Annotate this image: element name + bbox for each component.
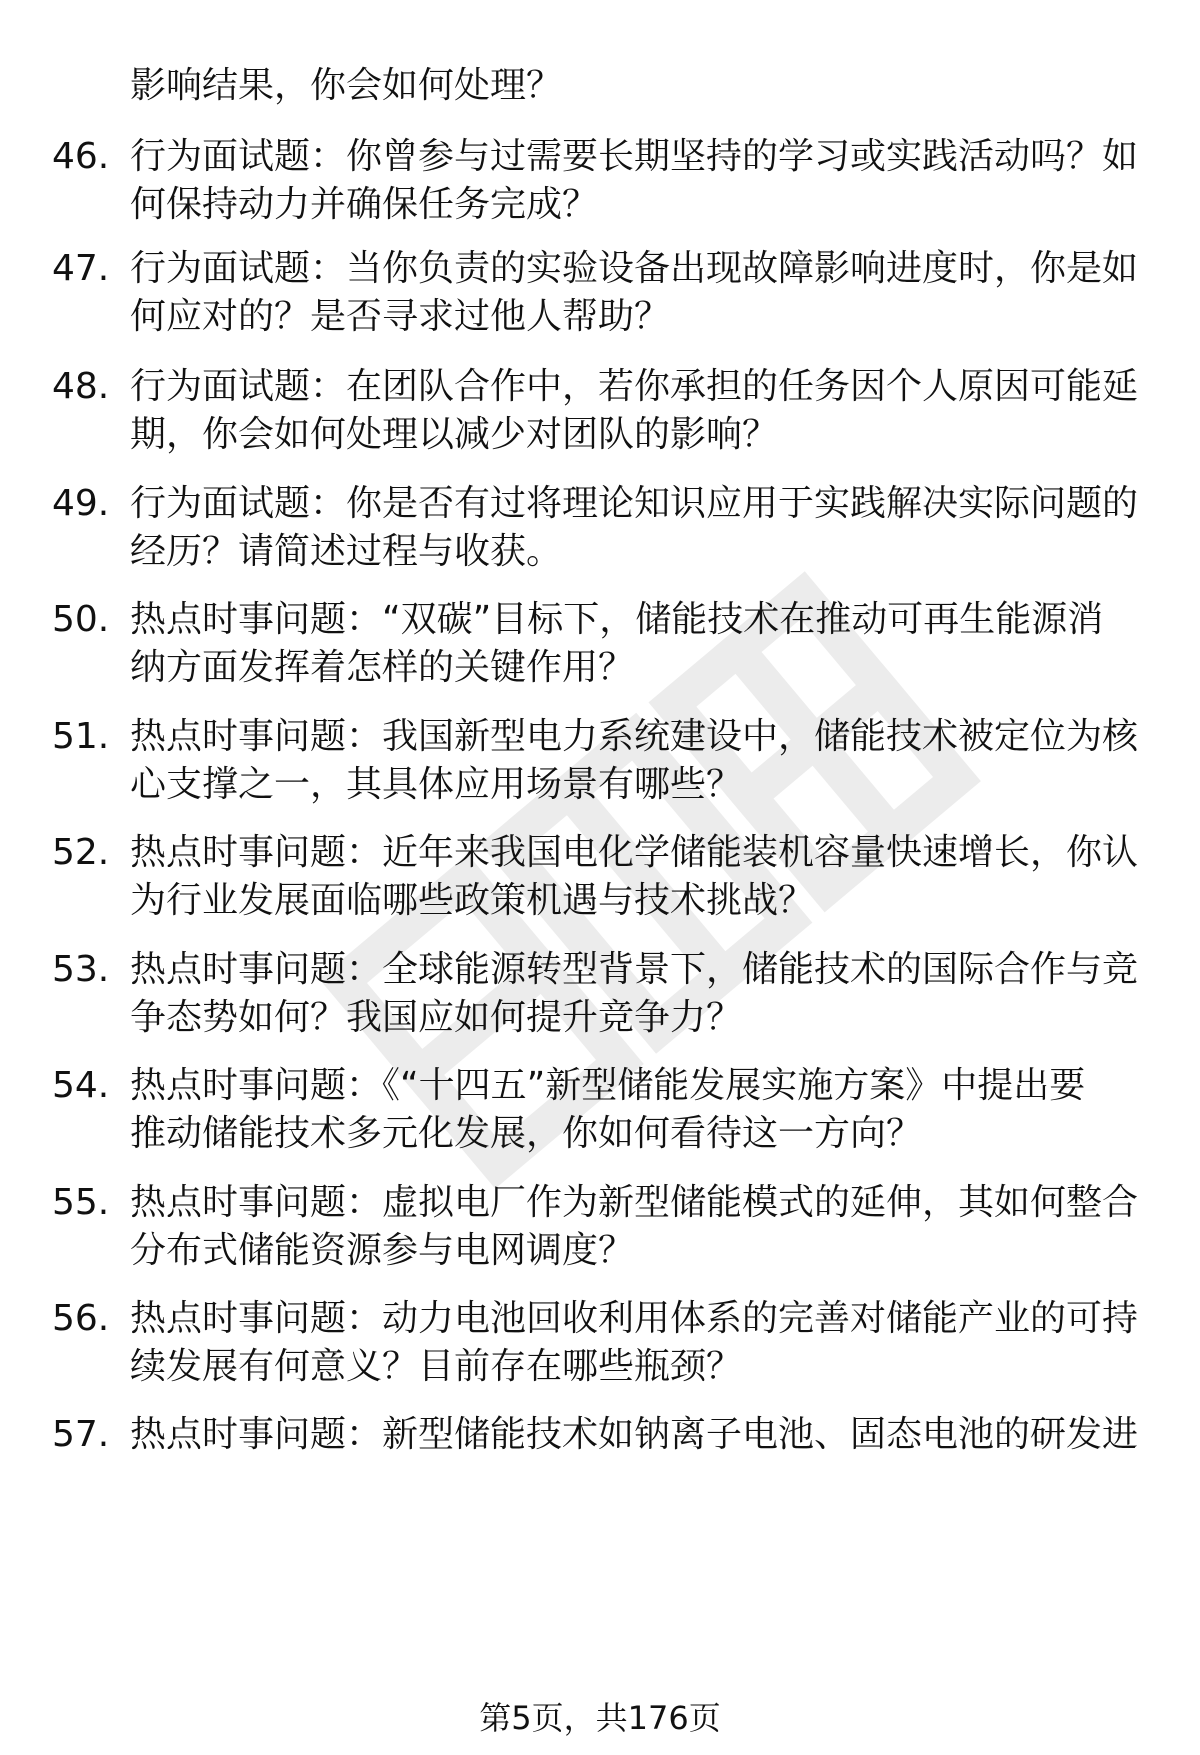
item-number: 48.: [52, 366, 110, 407]
item-text-line-2: 推动储能技术多元化发展，你如何看待这一方向？: [130, 1113, 923, 1154]
item-text-line-1: 行为面试题：你是否有过将理论知识应用于实践解决实际问题的: [130, 483, 1139, 524]
item-text-line-1: 热点时事问题：我国新型电力系统建设中，储能技术被定位为核: [130, 716, 1139, 757]
list-item: [0, 1062, 1200, 1162]
item-text-line-1: 行为面试题：当你负责的实验设备出现故障影响进度时，你是如: [130, 248, 1139, 289]
continuation-line: 影响结果，你会如何处理？: [130, 65, 563, 106]
item-text-line-1: 热点时事问题：动力电池回收利用体系的完善对储能产业的可持: [130, 1298, 1139, 1339]
page-footer: 第5页，共176页: [479, 1699, 721, 1737]
item-number: 46.: [52, 136, 110, 177]
item-text-line-1: 行为面试题：在团队合作中，若你承担的任务因个人原因可能延: [130, 366, 1139, 407]
list-item: [0, 829, 1200, 929]
list-item: [0, 596, 1200, 696]
item-text-line-2: 为行业发展面临哪些政策机遇与技术挑战？: [130, 880, 815, 921]
item-text-line-1: 热点时事问题：全球能源转型背景下，储能技术的国际合作与竞: [130, 949, 1139, 990]
list-item: [0, 363, 1200, 463]
item-text-line-2: 纳方面发挥着怎样的关键作用？: [130, 647, 635, 688]
item-text-line-2: 续发展有何意义？目前存在哪些瓶颈？: [130, 1346, 743, 1387]
item-number: 52.: [52, 832, 110, 873]
item-text-line-1: 热点时事问题：新型储能技术如钠离子电池、固态电池的研发进: [130, 1414, 1139, 1455]
item-number: 50.: [52, 599, 110, 640]
item-text-line-2: 何应对的？是否寻求过他人帮助？: [130, 296, 671, 337]
item-number: 49.: [52, 483, 110, 524]
item-text-line-2: 何保持动力并确保任务完成？: [130, 184, 599, 225]
item-text-line-1: 热点时事问题：近年来我国电化学储能装机容量快速增长，你认: [130, 832, 1139, 873]
list-item: [0, 480, 1200, 580]
list-item: [0, 1295, 1200, 1395]
item-number: 53.: [52, 949, 110, 990]
item-text-line-1: 热点时事问题：《“十四五”新型储能发展实施方案》中提出要: [130, 1065, 1086, 1106]
list-item: [0, 1179, 1200, 1279]
item-number: 47.: [52, 248, 110, 289]
item-text-line-2: 分布式储能资源参与电网调度？: [130, 1230, 635, 1271]
item-number: 54.: [52, 1065, 110, 1106]
item-number: 55.: [52, 1182, 110, 1223]
list-item: [0, 713, 1200, 813]
item-number: 57.: [52, 1414, 110, 1455]
item-number: 56.: [52, 1298, 110, 1339]
list-item: [0, 133, 1200, 233]
list-item: [0, 1411, 1200, 1511]
list-item: [0, 946, 1200, 1046]
item-text-line-2: 期，你会如何处理以减少对团队的影响？: [130, 414, 779, 455]
list-item: [0, 245, 1200, 345]
item-text-line-1: 热点时事问题：虚拟电厂作为新型储能模式的延伸，其如何整合: [130, 1182, 1139, 1223]
item-number: 51.: [52, 716, 110, 757]
item-text-line-1: 热点时事问题：“双碳”目标下，储能技术在推动可再生能源消: [130, 599, 1104, 640]
item-text-line-2: 心支撑之一，其具体应用场景有哪些？: [130, 764, 743, 805]
item-text-line-1: 行为面试题：你曾参与过需要长期坚持的学习或实践活动吗？如: [130, 136, 1139, 177]
item-text-line-2: 经历？请简述过程与收获。: [130, 531, 563, 572]
item-text-line-2: 争态势如何？我国应如何提升竞争力？: [130, 997, 743, 1038]
